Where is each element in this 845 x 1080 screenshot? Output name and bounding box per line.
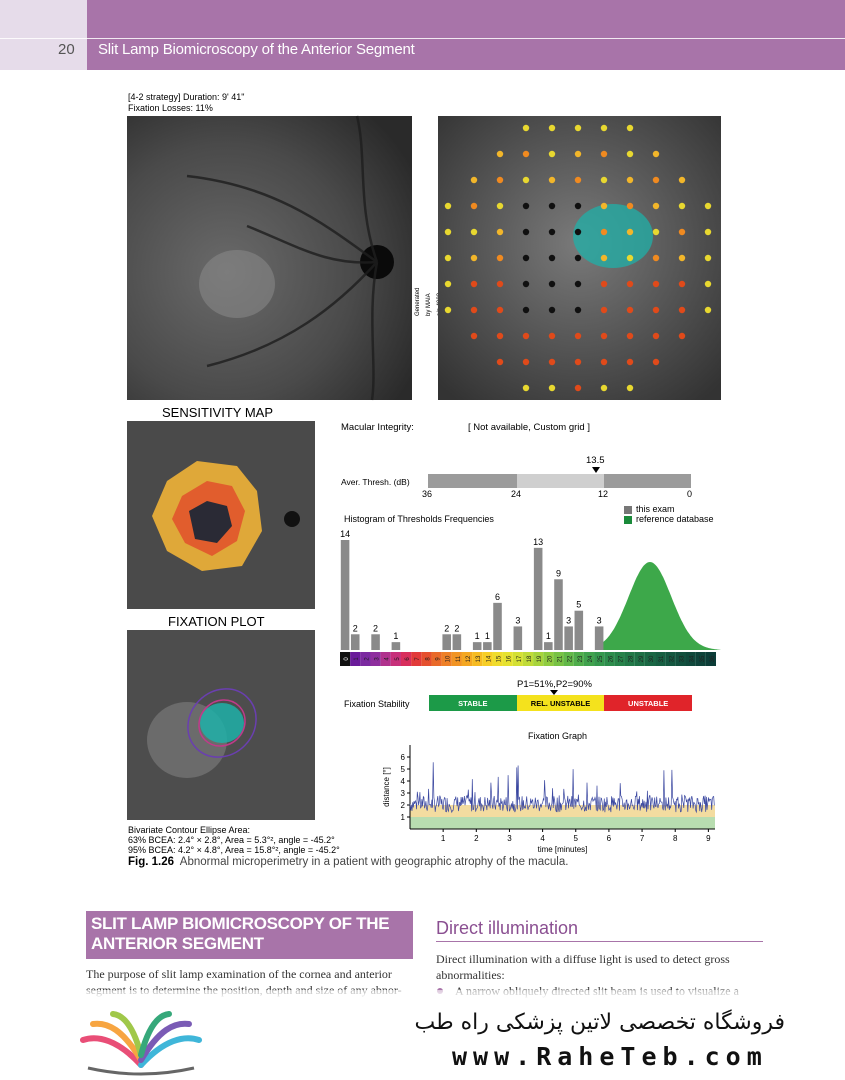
- histogram-bar: [442, 634, 451, 650]
- scale-tick: 23: [577, 655, 584, 663]
- histogram-bar: [575, 611, 584, 650]
- grid-point: [575, 125, 581, 131]
- histogram-bar: [554, 579, 563, 650]
- fixation-trace: [410, 762, 714, 812]
- grid-point: [653, 255, 659, 261]
- grid-point: [653, 307, 659, 313]
- histogram-bar: [595, 626, 604, 650]
- aver-thresh-label: Aver. Thresh. (dB): [341, 477, 410, 487]
- fixation-plot: [127, 630, 315, 820]
- scale-tick: 25: [598, 655, 605, 663]
- grid-point: [523, 359, 529, 365]
- bar-label: 2: [454, 623, 460, 634]
- grid-point: [627, 385, 633, 391]
- grid-point: [471, 307, 477, 313]
- grid-point: [601, 177, 607, 183]
- grid-point: [575, 307, 581, 313]
- reference-curve: [596, 562, 721, 650]
- bar-label: 3: [566, 615, 572, 626]
- scale-tick: 4: [384, 657, 391, 661]
- macular-label: Macular Integrity:: [341, 422, 414, 433]
- grid-point: [601, 281, 607, 287]
- grid-point: [445, 307, 451, 313]
- scale-tick: 17: [516, 655, 523, 663]
- p-values: P1=51%,P2=90%: [517, 679, 593, 690]
- fundus-grid-image: [438, 116, 721, 400]
- grid-point: [627, 333, 633, 339]
- histogram-bar: [534, 548, 543, 650]
- grid-point: [575, 281, 581, 287]
- grid-point: [653, 177, 659, 183]
- y-axis-label: distance [°]: [382, 767, 391, 807]
- grid-point: [679, 255, 685, 261]
- histogram-bar: [453, 634, 462, 650]
- macular-value: [ Not available, Custom grid ]: [468, 422, 590, 433]
- grid-point: [471, 203, 477, 209]
- grid-point: [679, 229, 685, 235]
- x-axis-label: time [minutes]: [537, 845, 588, 854]
- grid-point: [627, 359, 633, 365]
- grid-point: [705, 255, 711, 261]
- stable-segment: STABLE: [429, 695, 517, 711]
- grid-point: [575, 203, 581, 209]
- histogram-bar: [514, 626, 523, 650]
- band-green: [410, 817, 715, 829]
- scale-tick: 20: [547, 655, 554, 663]
- scale-tick: 15: [496, 655, 503, 663]
- grid-point: [523, 177, 529, 183]
- scale-tick: 31: [659, 655, 666, 663]
- grid-point: [471, 255, 477, 261]
- x-tick-label: 3: [507, 834, 512, 843]
- scale-tick: 14: [486, 655, 493, 663]
- grid-point: [575, 359, 581, 365]
- grid-point: [549, 281, 555, 287]
- figure-number: Fig. 1.26: [128, 856, 175, 868]
- scale-tick: 35: [699, 655, 706, 663]
- scale-tick: 5: [394, 657, 401, 661]
- scale-tick: 12: [466, 655, 473, 663]
- grid-point: [523, 255, 529, 261]
- bar-label: 2: [373, 623, 379, 634]
- legend-exam: this exam: [636, 504, 675, 514]
- bar-label: 9: [555, 568, 561, 579]
- x-tick-label: 7: [639, 834, 645, 843]
- ellipse-line1: 63% BCEA: 2.4° × 2.8°, Area = 5.3°², angle = -45.2°: [128, 835, 335, 845]
- grid-point: [627, 281, 633, 287]
- scale-tick: 18: [527, 655, 533, 663]
- grid-point: [653, 229, 659, 235]
- x-tick-label: 2: [474, 834, 479, 843]
- grid-point: [601, 385, 607, 391]
- grid-point: [601, 203, 607, 209]
- grid-point: [549, 203, 555, 209]
- scale-tick: 11: [455, 655, 462, 663]
- grid-point: [523, 333, 529, 339]
- scale-tick: 19: [537, 655, 544, 663]
- unstable-segment: UNSTABLE: [604, 695, 692, 711]
- x-tick-label: 9: [706, 834, 711, 843]
- grid-point: [601, 151, 607, 157]
- grid-point: [497, 333, 503, 339]
- sensitivity-map-title: SENSITIVITY MAP: [162, 405, 274, 420]
- ellipse-title: Bivariate Contour Ellipse Area:: [128, 825, 251, 835]
- scale-tick: 13: [476, 655, 483, 663]
- thresh-band-1: [428, 474, 517, 488]
- histogram-bar: [392, 642, 401, 650]
- fixation-plot-title: FIXATION PLOT: [168, 614, 265, 629]
- stability-bar: [429, 695, 692, 711]
- y-tick-label: 6: [400, 753, 405, 762]
- bar-label: 3: [596, 615, 602, 626]
- grid-point: [445, 203, 451, 209]
- watermark: Generated by MAIA: [415, 287, 432, 316]
- bar-label: 13: [533, 536, 544, 547]
- grid-point: [497, 203, 503, 209]
- scale-tick: 28: [628, 655, 635, 663]
- grid-point: [601, 229, 607, 235]
- grid-point: [627, 229, 633, 235]
- scale-tick: 9: [435, 657, 442, 661]
- grid-point: [497, 151, 503, 157]
- header-rule: [0, 38, 845, 39]
- grid-point: [679, 281, 685, 287]
- grid-point: [705, 281, 711, 287]
- grid-point: [549, 229, 555, 235]
- scale-tick: 30: [648, 655, 655, 663]
- grid-point: [523, 229, 529, 235]
- scale-tick: 10: [445, 655, 452, 663]
- bar-label: 1: [474, 631, 480, 642]
- scale-tick: 36: [709, 655, 716, 663]
- bar-label: 3: [515, 615, 521, 626]
- grid-point: [679, 177, 685, 183]
- scale-tick: 3: [374, 657, 381, 661]
- grid-point: [601, 255, 607, 261]
- grid-point: [705, 203, 711, 209]
- section-title: SLIT LAMP BIOMICROSCOPY OF THE ANTERIOR SEGMENT: [91, 914, 390, 953]
- grid-point: [627, 307, 633, 313]
- grid-point: [549, 177, 555, 183]
- x-tick-label: 6: [606, 834, 612, 843]
- scale-tick: 0: [344, 657, 351, 661]
- running-title: Slit Lamp Biomicroscopy of the Anterior Segment: [98, 41, 415, 58]
- thresh-tick-12: 12: [598, 489, 609, 499]
- grid-point: [653, 333, 659, 339]
- grid-point: [523, 281, 529, 287]
- grid-point: [549, 151, 555, 157]
- grid-point: [627, 177, 633, 183]
- scale-tick: 6: [405, 657, 412, 661]
- grid-point: [445, 229, 451, 235]
- grid-point: [627, 125, 633, 131]
- grid-point: [575, 385, 581, 391]
- thresh-tick-24: 24: [511, 489, 522, 499]
- histogram-title: Histogram of Thresholds Frequencies: [344, 514, 494, 524]
- grid-point: [549, 333, 555, 339]
- header-bar: [87, 0, 845, 70]
- scale-tick: 33: [679, 655, 686, 663]
- bar-label: 2: [352, 623, 358, 634]
- fixation-graph: [380, 741, 725, 853]
- ellipse-line2: 95% BCEA: 4.2° × 4.8°, Area = 15.8°², angle = -45.2°: [128, 845, 340, 855]
- direct-paragraph: Direct illumination with a diffuse light is used to detect gross abnormalities:: [436, 952, 730, 982]
- grid-point: [653, 281, 659, 287]
- legend-ref: reference database: [636, 514, 714, 524]
- thresh-band-2: [517, 474, 604, 488]
- grid-point: [471, 281, 477, 287]
- scale-tick: 32: [669, 655, 676, 663]
- bar-label: 2: [444, 623, 450, 634]
- grid-point: [575, 229, 581, 235]
- grid-point: [575, 333, 581, 339]
- grid-point: [445, 281, 451, 287]
- scale-tick: 26: [608, 655, 615, 663]
- thresh-band-3: [604, 474, 691, 488]
- grid-point: [471, 229, 477, 235]
- strategy-line: [4-2 strategy] Duration: 9' 41": [128, 92, 245, 102]
- grid-point: [653, 359, 659, 365]
- y-tick-label: 2: [400, 801, 405, 810]
- grid-point: [575, 151, 581, 157]
- scale-tick: 34: [689, 655, 696, 663]
- grid-point: [497, 307, 503, 313]
- rel-unstable-segment: REL. UNSTABLE: [517, 695, 605, 711]
- grid-point: [497, 281, 503, 287]
- histogram-bar: [351, 634, 360, 650]
- scale-tick: 29: [638, 655, 645, 663]
- y-tick-label: 1: [400, 813, 405, 822]
- grid-point: [523, 203, 529, 209]
- section-paragraph: The purpose of slit lamp examination of the cornea and anterior: [86, 967, 392, 981]
- grid-point: [549, 255, 555, 261]
- grid-point: [679, 203, 685, 209]
- header-tab: [0, 0, 87, 70]
- legend-ref-swatch: [624, 516, 632, 524]
- y-tick-label: 4: [400, 777, 405, 786]
- grid-point: [497, 255, 503, 261]
- x-tick-label: 8: [672, 834, 678, 843]
- grid-point: [497, 177, 503, 183]
- bar-label: 1: [545, 631, 551, 642]
- thresh-tick-36: 36: [422, 489, 433, 499]
- grid-point: [575, 255, 581, 261]
- grid-point: [627, 151, 633, 157]
- scale-tick: 7: [415, 657, 422, 661]
- grid-point: [471, 177, 477, 183]
- grid-point: [549, 359, 555, 365]
- grid-point: [445, 255, 451, 261]
- site-url: www.RaheTeb.com: [452, 1042, 768, 1071]
- legend-exam-swatch: [624, 506, 632, 514]
- histogram-bar: [341, 540, 350, 650]
- page-number: 20: [58, 41, 75, 58]
- histogram-bar: [371, 634, 380, 650]
- histogram-bar: [564, 626, 573, 650]
- grid-point: [601, 333, 607, 339]
- grid-point: [705, 307, 711, 313]
- scale-tick: 27: [618, 655, 625, 663]
- scale-tick: 1: [354, 657, 361, 661]
- x-tick-label: 4: [540, 834, 545, 843]
- grid-point: [523, 151, 529, 157]
- fix-graph-title: Fixation Graph: [528, 731, 588, 741]
- grid-point: [575, 177, 581, 183]
- caption-text: Abnormal microperimetry in a patient with geographic atrophy of the macula.: [179, 856, 569, 868]
- figure-caption: [128, 856, 568, 868]
- scale-tick: 2: [364, 657, 371, 661]
- grid-point: [653, 151, 659, 157]
- scale-tick: 22: [567, 655, 574, 663]
- grid-point: [679, 333, 685, 339]
- grid-point: [601, 359, 607, 365]
- fixation-losses: Fixation Losses: 11%: [128, 103, 213, 113]
- x-tick-label: 5: [573, 834, 578, 843]
- grid-point: [653, 203, 659, 209]
- x-tick-label: 1: [440, 834, 446, 843]
- scale-tick: 8: [425, 657, 432, 661]
- fundus-image: [127, 116, 432, 400]
- grid-point: [549, 125, 555, 131]
- sensitivity-map: [127, 421, 315, 609]
- grid-point: [601, 307, 607, 313]
- grid-point: [549, 307, 555, 313]
- grid-point: [523, 307, 529, 313]
- direct-illumination-heading: Direct illumination: [436, 918, 579, 938]
- histogram-chart: [336, 528, 720, 670]
- grid-point: [627, 203, 633, 209]
- shop-name: فروشگاه تخصصی لاتین پزشکی راه طب: [414, 1010, 785, 1035]
- bar-label: 5: [576, 599, 582, 610]
- bar-label: 1: [484, 631, 490, 642]
- grid-point: [549, 385, 555, 391]
- grid-point: [497, 229, 503, 235]
- thresh-tick-0: 0: [687, 489, 693, 499]
- bar-label: 1: [393, 631, 399, 642]
- scale-tick: 24: [587, 655, 594, 663]
- histogram-bar: [483, 642, 492, 650]
- bar-label: 6: [495, 591, 501, 602]
- histogram-bar: [493, 603, 502, 650]
- bar-label: 14: [340, 529, 351, 539]
- grid-point: [523, 385, 529, 391]
- y-tick-label: 5: [400, 765, 405, 774]
- thresh-marker: [592, 467, 600, 473]
- grid-point: [679, 307, 685, 313]
- scale-tick: 21: [557, 655, 564, 663]
- grid-point: [627, 255, 633, 261]
- book-logo-icon: [78, 1010, 204, 1076]
- grid-point: [523, 125, 529, 131]
- grid-point: [497, 359, 503, 365]
- histogram-bar: [544, 642, 553, 650]
- stability-label: Fixation Stability: [344, 699, 410, 709]
- aver-thresh-value: 13.5: [586, 455, 605, 466]
- y-tick-label: 3: [400, 789, 405, 798]
- heading-rule: [436, 941, 763, 942]
- grid-point: [601, 125, 607, 131]
- grid-point: [471, 333, 477, 339]
- histogram-bar: [473, 642, 482, 650]
- grid-point: [705, 229, 711, 235]
- scale-tick: 16: [506, 655, 513, 663]
